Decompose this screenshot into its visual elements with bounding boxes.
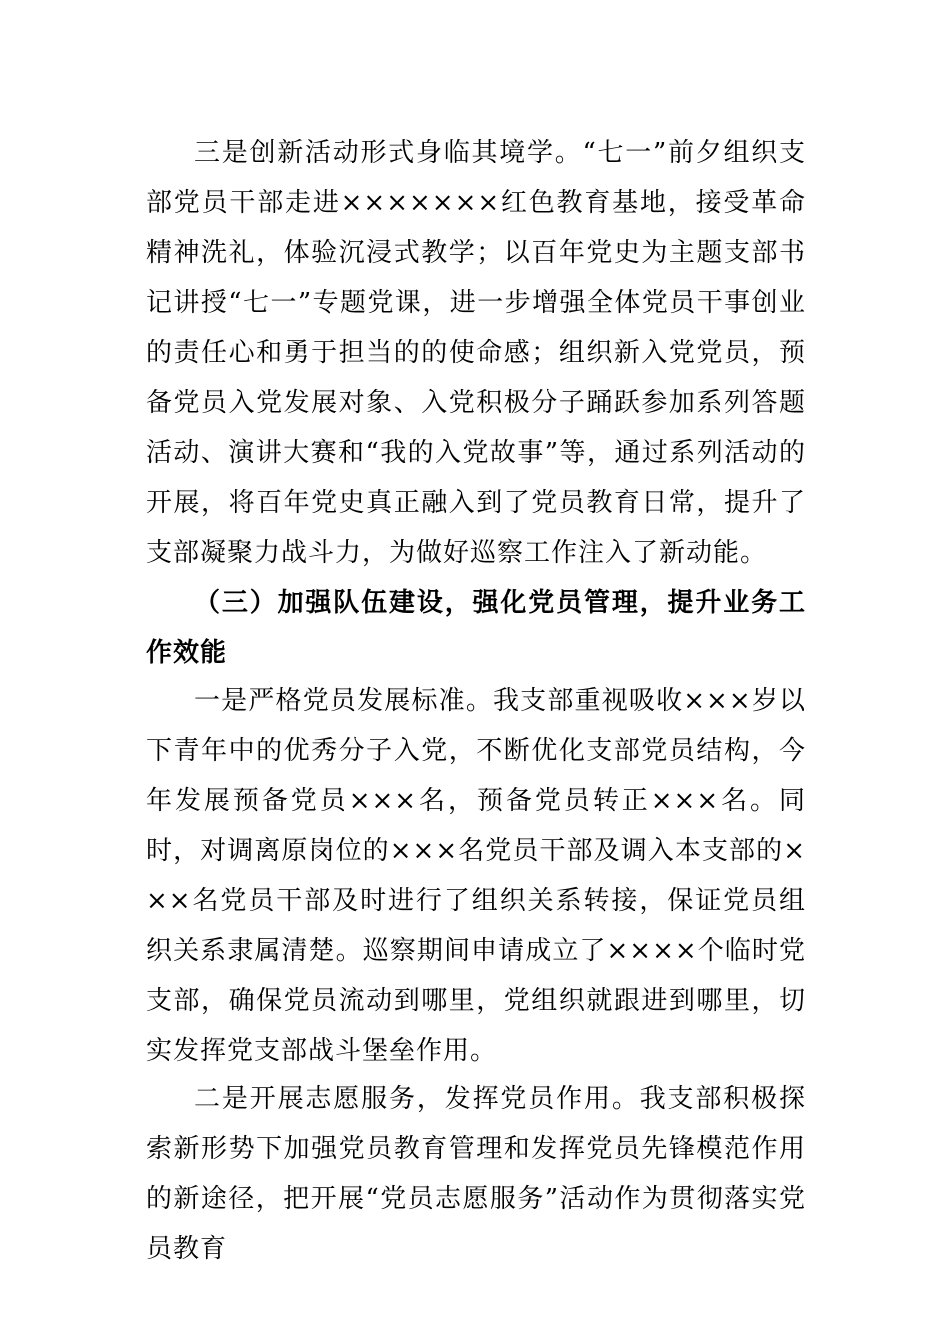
section-heading-team-building: （三）加强队伍建设，强化党员管理，提升业务工作效能 [146, 588, 806, 668]
paragraph-activity-innovation: 三是创新活动形式身临其境学。“七一”前夕组织支部党员干部走进×××××××红色教育基地，接受革命精神洗礼，体验沉浸式教学；以百年党史为主题支部书记讲授“七一”专题党课，进一步增强全体党员干事创业的责任心和勇于担当的的使命感；组织新入党党员，预备党员入党发展对象、入党积极分子踊跃参加系列答题活动、演讲大赛和“我的入党故事”等，通过系列活动的开展，将百年党史真正融入到了党员教育日常，提升了支部凝聚力战斗力，为做好巡察工作注入了新动能。 [146, 138, 806, 568]
paragraph-volunteer-service: 二是开展志愿服务，发挥党员作用。我支部积极探索新形势下加强党员教育管理和发挥党员先锋模范作用的新途径，把开展“党员志愿服务”活动作为贯彻落实党员教育 [146, 1084, 806, 1264]
paragraph-member-development: 一是严格党员发展标准。我支部重视吸收×××岁以下青年中的优秀分子入党，不断优化支部党员结构，今年发展预备党员×××名，预备党员转正×××名。同时，对调离原岗位的×××名党员干部及调入本支部的×××名党员干部及时进行了组织关系转接，保证党员组织关系隶属清楚。巡察期间申请成立了××××个临时党支部，确保党员流动到哪里，党组织就跟进到哪里，切实发挥党支部战斗堡垒作用。 [146, 686, 806, 1066]
